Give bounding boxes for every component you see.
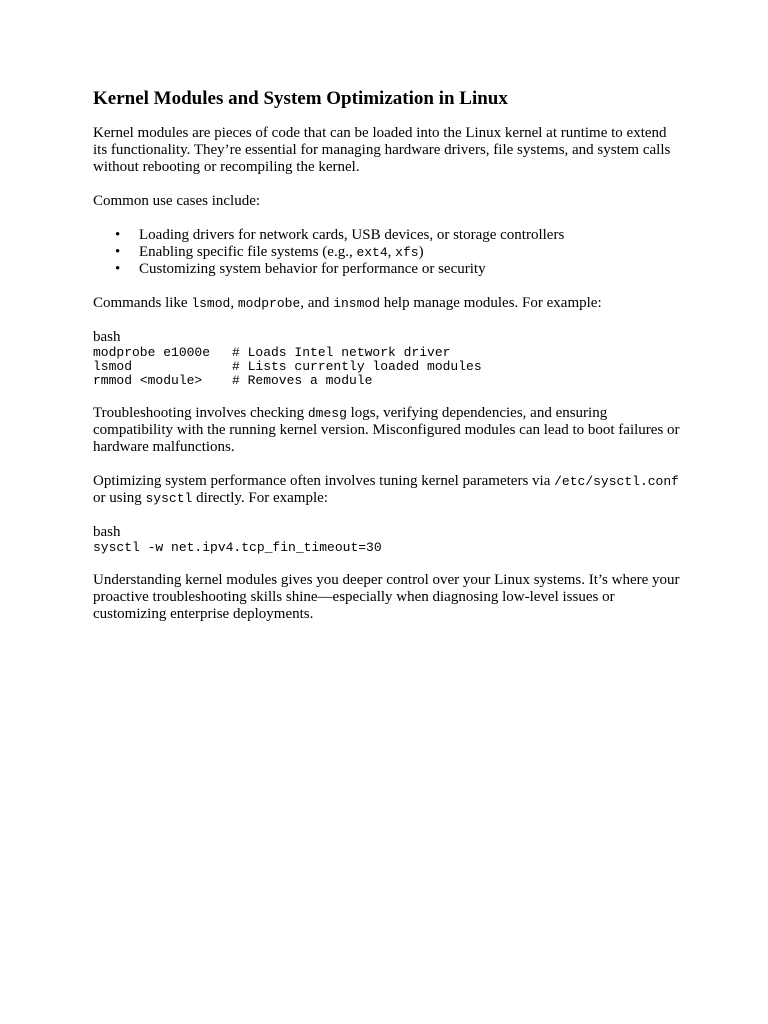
code-comment: # Removes a module [232, 373, 373, 388]
list-item-text: Loading drivers for network cards, USB devices, or storage controllers [139, 227, 565, 243]
code-command: modprobe e1000e [93, 345, 211, 360]
paragraph-text: Commands like [93, 295, 192, 311]
paragraph-text: directly. For example: [192, 490, 328, 506]
paragraph-text: , [230, 295, 238, 311]
paragraph-text: Optimizing system performance often involves tuning kernel parameters via [93, 473, 555, 489]
list-item [115, 261, 683, 278]
use-cases-list [93, 227, 683, 278]
code-comment: # Lists currently loaded modules [232, 359, 482, 374]
code-comment: # Loads Intel network driver [232, 345, 451, 360]
document-title: Kernel Modules and System Optimization in Linux [93, 88, 508, 109]
paragraph-text: Troubleshooting involves checking [93, 405, 308, 421]
list-item [115, 227, 683, 244]
paragraph-text: , and [300, 295, 334, 311]
bullet-icon: • [115, 227, 121, 243]
list-item-text: Enabling specific file systems (e.g., [139, 244, 357, 260]
inline-code-sysctl-conf: /etc/sysctl.conf [554, 474, 679, 489]
inline-code-sysctl: sysctl [145, 491, 193, 506]
inline-code-modprobe: modprobe [237, 296, 301, 311]
code-line [93, 374, 683, 388]
code-block-sysctl [93, 524, 683, 555]
use-cases-heading: Common use cases include: [93, 193, 261, 209]
code-command: lsmod [93, 359, 133, 374]
list-item-text: ) [418, 244, 424, 260]
conclusion-paragraph: Understanding kernel modules gives you deeper control over your Linux systems. It’s where your proactive troubleshooting skills shine—especially when diagnosing low-level issues or customizing enterprise deployments. [93, 572, 680, 622]
code-line: sysctl -w net.ipv4.tcp_fin_timeout=30 [93, 540, 382, 555]
optimizing-paragraph [93, 473, 683, 507]
inline-code-ext4: ext4 [356, 245, 388, 260]
troubleshooting-paragraph [93, 405, 683, 456]
list-item-text: Customizing system behavior for performance or security [139, 261, 486, 277]
code-command: rmmod <module> [93, 373, 203, 388]
inline-code-lsmod: lsmod [191, 296, 231, 311]
inline-code-dmesg: dmesg [307, 406, 347, 421]
paragraph-text: help manage modules. For example: [380, 295, 602, 311]
code-line [93, 346, 683, 360]
inline-code-xfs: xfs [395, 245, 419, 260]
intro-paragraph: Kernel modules are pieces of code that can be loaded into the Linux kernel at runtime to extend its functionality. They’re essential for managing hardware drivers, file systems, and system calls without rebooting or recompiling the kernel. [93, 125, 671, 175]
commands-paragraph [93, 295, 683, 312]
document-page [93, 86, 683, 640]
code-language-label: bash [93, 524, 121, 540]
code-language-label: bash [93, 329, 121, 345]
paragraph-text: logs, verifying dependencies, and ensuring compatibility with the running kernel version. Misconfigured modules can lead to boot failures or hardware malfunctions. [93, 405, 680, 455]
bullet-icon: • [115, 244, 121, 260]
paragraph-text: or using [93, 490, 146, 506]
bullet-icon: • [115, 261, 121, 277]
code-block-modules [93, 329, 683, 388]
inline-code-insmod: insmod [333, 296, 380, 311]
list-item-text: , [387, 244, 396, 260]
list-item [115, 244, 683, 261]
code-line [93, 360, 683, 374]
